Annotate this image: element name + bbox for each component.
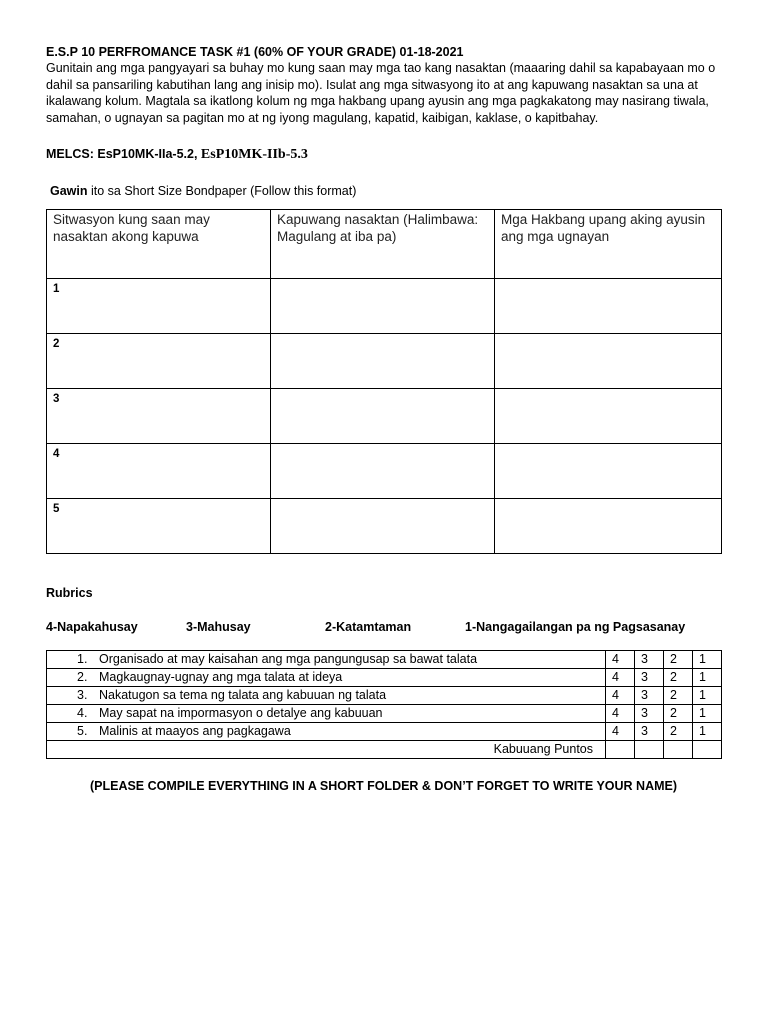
score-cell[interactable]: 1 xyxy=(693,669,722,687)
total-label: Kabuuang Puntos xyxy=(47,741,606,759)
row-number[interactable]: 5 xyxy=(47,499,271,554)
footer-note: (PLEASE COMPILE EVERYTHING IN A SHORT FOLDER & DON’T FORGET TO WRITE YOUR NAME) xyxy=(89,779,678,794)
table-cell[interactable] xyxy=(271,279,495,334)
criterion: 2. Magkaugnay-ugnay ang mga talata at ideya xyxy=(47,669,606,687)
melcs-label: MELCS: EsP10MK-IIa-5.2, xyxy=(46,147,198,162)
total-cell[interactable] xyxy=(606,741,635,759)
task-header-steps: Mga Hakbang upang aking ayusin ang mga ugnayan xyxy=(495,210,722,279)
rubric-scale xyxy=(46,620,726,634)
table-cell[interactable] xyxy=(271,389,495,444)
score-cell[interactable]: 2 xyxy=(664,705,693,723)
table-cell[interactable] xyxy=(495,444,722,499)
score-cell[interactable]: 2 xyxy=(664,723,693,741)
score-cell[interactable]: 4 xyxy=(606,723,635,741)
table-row xyxy=(47,669,722,687)
table-cell[interactable] xyxy=(495,279,722,334)
scale-item-1: 1-Nangagailangan pa ng Pagsasanay xyxy=(465,620,686,635)
melcs-code-2: EsP10MK-IIb-5.3 xyxy=(200,147,308,163)
score-cell[interactable]: 3 xyxy=(635,705,664,723)
score-cell[interactable]: 4 xyxy=(606,705,635,723)
table-row xyxy=(47,705,722,723)
melcs-line xyxy=(46,146,726,163)
table-row xyxy=(47,334,722,389)
score-cell[interactable]: 1 xyxy=(693,687,722,705)
table-cell[interactable] xyxy=(495,499,722,554)
row-number[interactable]: 3 xyxy=(47,389,271,444)
score-cell[interactable]: 1 xyxy=(693,723,722,741)
format-instruction xyxy=(50,183,726,199)
score-cell[interactable]: 1 xyxy=(693,705,722,723)
task-header-situation: Sitwasyon kung saan may nasaktan akong kapuwa xyxy=(47,210,271,279)
score-cell[interactable]: 3 xyxy=(635,723,664,741)
table-row xyxy=(47,651,722,669)
total-cell[interactable] xyxy=(693,741,722,759)
rubrics-title: Rubrics xyxy=(46,586,93,601)
table-cell[interactable] xyxy=(271,334,495,389)
row-number[interactable]: 1 xyxy=(47,279,271,334)
score-cell[interactable]: 2 xyxy=(664,669,693,687)
table-row xyxy=(47,723,722,741)
table-cell[interactable] xyxy=(271,499,495,554)
table-row xyxy=(47,499,722,554)
score-cell[interactable]: 2 xyxy=(664,651,693,669)
score-cell[interactable]: 3 xyxy=(635,687,664,705)
table-row xyxy=(47,687,722,705)
table-cell[interactable] xyxy=(495,389,722,444)
rubric-table xyxy=(46,650,722,759)
task-table xyxy=(46,209,722,554)
table-cell[interactable] xyxy=(495,334,722,389)
task-table-header-row xyxy=(47,210,722,279)
row-number[interactable]: 4 xyxy=(47,444,271,499)
gawin-rest: ito sa Short Size Bondpaper (Follow this format) xyxy=(87,184,357,199)
total-cell[interactable] xyxy=(635,741,664,759)
criterion: 1. Organisado at may kaisahan ang mga pangungusap sa bawat talata xyxy=(47,651,606,669)
score-cell[interactable]: 4 xyxy=(606,669,635,687)
table-cell[interactable] xyxy=(271,444,495,499)
scale-item-2: 2-Katamtaman xyxy=(325,620,412,635)
instructions-paragraph: Gunitain ang mga pangyayari sa buhay mo kung saan may mga tao kang nasaktan (maaaring dahil sa kapabayaan mo o dahil sa pansariling kabutihan lang ang inisip mo). Isulat ang mga sitwasyong ito at ang kapuwang nasaktan sa una at ikalawang kolum. Magtala sa ikatlong kolum ng mga hakbang upang ayusin ang mga pagkakatong may nasirang tiwala, samahan, o ugnayan sa pagitan mo at ng iyong magulang, kapatid, kaibigan, kaklase, o kapitbahay. xyxy=(46,61,716,125)
total-cell[interactable] xyxy=(664,741,693,759)
score-cell[interactable]: 4 xyxy=(606,687,635,705)
criterion: 5. Malinis at maayos ang pagkagawa xyxy=(47,723,606,741)
score-cell[interactable]: 1 xyxy=(693,651,722,669)
score-cell[interactable]: 2 xyxy=(664,687,693,705)
score-cell[interactable]: 3 xyxy=(635,651,664,669)
row-number[interactable]: 2 xyxy=(47,334,271,389)
table-row xyxy=(47,444,722,499)
score-cell[interactable]: 3 xyxy=(635,669,664,687)
gawin-bold: Gawin xyxy=(50,184,88,199)
score-cell[interactable]: 4 xyxy=(606,651,635,669)
task-header-person-hurt: Kapuwang nasaktan (Halimbawa: Magulang at iba pa) xyxy=(271,210,495,279)
table-row xyxy=(47,741,722,759)
criterion: 4. May sapat na impormasyon o detalye ang kabuuan xyxy=(47,705,606,723)
criterion: 3. Nakatugon sa tema ng talata ang kabuuan ng talata xyxy=(47,687,606,705)
table-row xyxy=(47,279,722,334)
table-row xyxy=(47,389,722,444)
scale-item-4: 4-Napakahusay xyxy=(46,620,138,635)
document-page xyxy=(46,44,726,793)
document-title: E.S.P 10 PERFROMANCE TASK #1 (60% OF YOUR GRADE) 01-18-2021 xyxy=(46,45,464,59)
scale-item-3: 3-Mahusay xyxy=(186,620,251,635)
